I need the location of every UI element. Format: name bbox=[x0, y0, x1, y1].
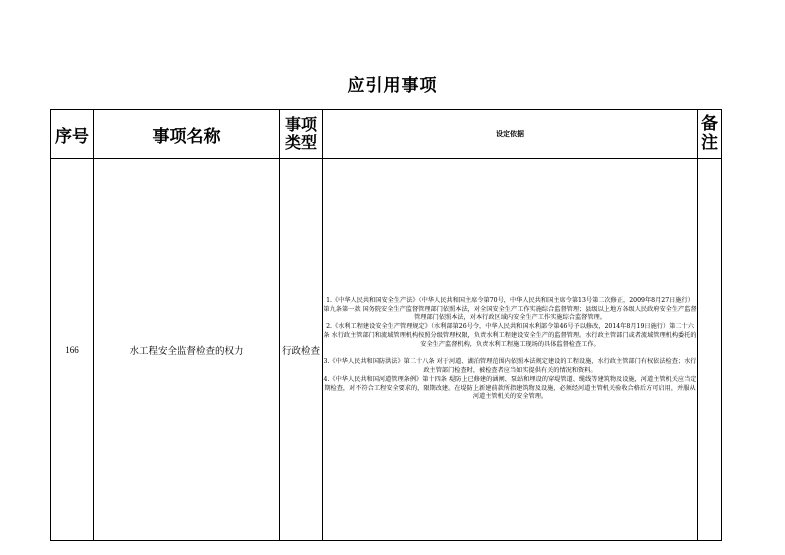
items-table bbox=[50, 109, 722, 541]
basis-item-1: 1.《中华人民共和国安全生产法》（中华人民共和国主席令第70号，中华人民共和国主席令第13号第二次修正，2009年8月27日施行）第九条第一款 国务院安全生产监督管理部门依照本法，对全国安全生产工作实施综合监督管理；县级以上地方各级人民政府安全生产监督管理部门依照本法，对本行政区域内安全生产工作实施综合监督管理。 bbox=[323, 296, 697, 322]
header-type-line1: 事项 bbox=[284, 115, 317, 134]
basis-item-2: 2.《水利工程建设安全生产管理规定》（水利部第26号令，中华人民共和国水利部令第46号予以修改，2014年8月19日施行）第二十六条 水行政主管部门和流域管理机构按照分级管理权限，负责水利工程建设安全生产的监督管理。水行政主管部门或者流域管理机构委托的安全生产监督机构，负责水利工程施工现场的具体监督检查工作。 bbox=[323, 323, 697, 348]
header-note-line1: 备 bbox=[701, 114, 718, 134]
header-row bbox=[51, 110, 722, 159]
header-type bbox=[280, 110, 323, 159]
table-row bbox=[51, 159, 722, 541]
page-title: 应引用事项 bbox=[347, 76, 438, 96]
row-type: 行政检查 bbox=[280, 159, 323, 541]
basis-item-4: 4.《中华人民共和国河道管理条例》第十四条 堤防上已修建的涵闸、泵站和埋设的穿堤管道、缆线等建筑物及设施，河道主管机关应当定期检查，对不符合工程安全要求的，限期改建。在堤防上新建前款所指建筑物及设施，必须经河道主管机关验收合格后方可启用，并服从河道主管机关的安全管理。 bbox=[323, 375, 697, 401]
header-note-line2: 注 bbox=[701, 133, 718, 153]
basis-item-3: 3.《中华人民共和国防洪法》第二十八条 对于河道、湖泊管理范围内依照本法规定建设的工程设施，水行政主管部门有权依法检查；水行政主管部门检查时，被检查者应当如实提供有关的情况和资料。 bbox=[323, 358, 697, 375]
header-seq: 序号 bbox=[51, 110, 94, 159]
header-note bbox=[698, 110, 722, 159]
header-type-line2: 类型 bbox=[284, 133, 317, 152]
row-basis bbox=[323, 159, 698, 541]
row-seq: 166 bbox=[51, 159, 94, 541]
header-basis: 设定依据 bbox=[323, 110, 698, 159]
row-note bbox=[698, 159, 722, 541]
row-name: 水工程安全监督检查的权力 bbox=[94, 159, 280, 541]
header-name: 事项名称 bbox=[94, 110, 280, 159]
